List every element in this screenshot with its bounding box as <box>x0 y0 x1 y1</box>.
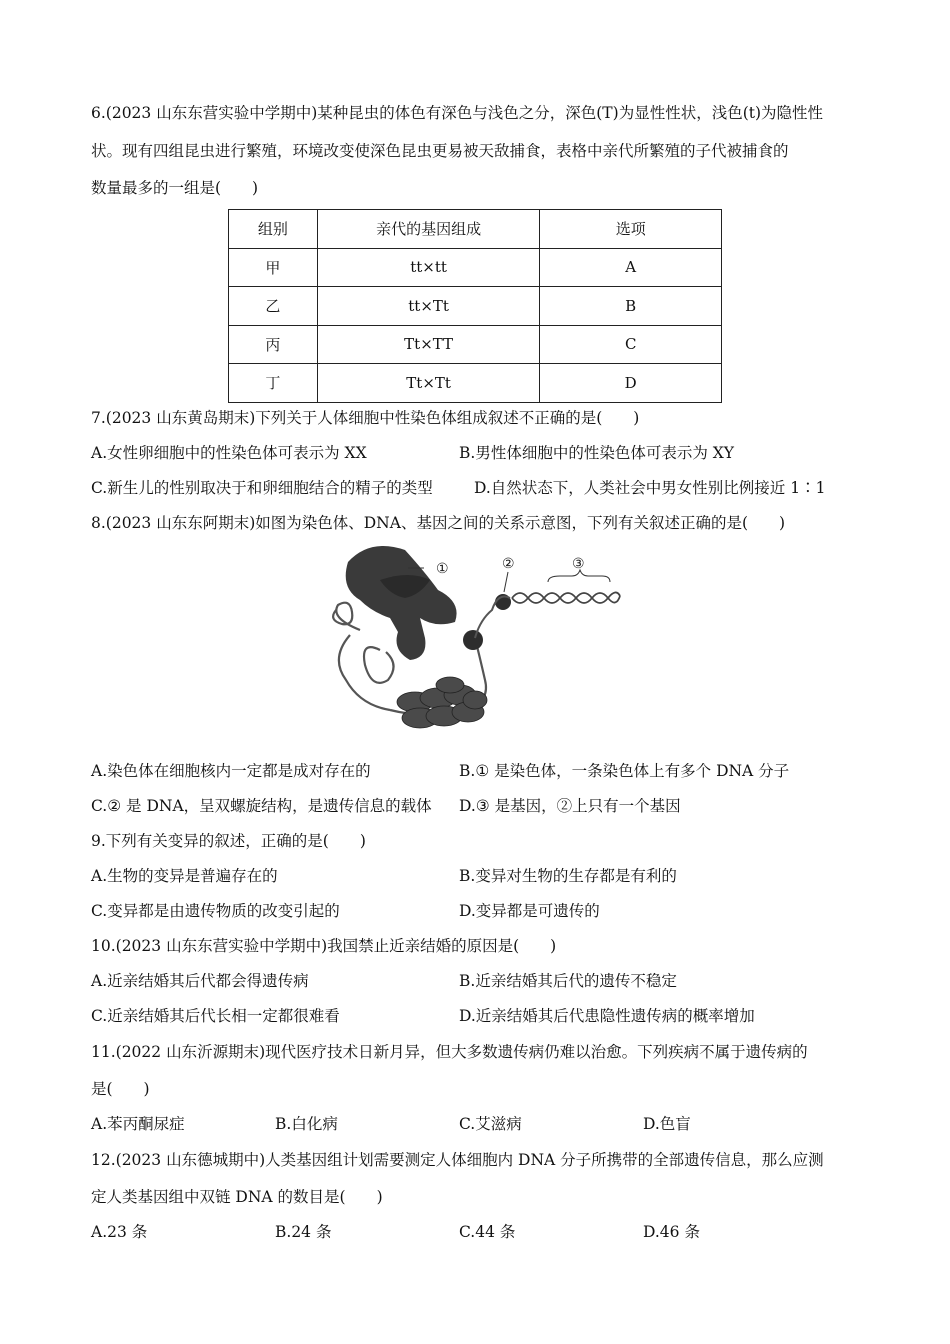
table-header-row <box>229 210 722 249</box>
q12-option-a: A.23 条 <box>91 1223 148 1241</box>
nucleosome <box>463 594 511 650</box>
q10-option-c: C.近亲结婚其后代长相一定都很难看 <box>91 1007 340 1025</box>
table-cell: D <box>540 364 722 403</box>
table-header-cell: 组别 <box>229 210 318 249</box>
table-cell: tt×Tt <box>317 287 540 326</box>
q9-stem: 9.下列有关变异的叙述，正确的是( ) <box>91 832 366 850</box>
histone-bundle <box>397 677 487 728</box>
table-row <box>229 325 722 364</box>
q7-option-b: B.男性体细胞中的性染色体可表示为 XY <box>459 444 735 462</box>
q12-option-b: B.24 条 <box>275 1223 332 1241</box>
q7-stem: 7.(2023 山东黄岛期末)下列关于人体细胞中性染色体组成叙述不正确的是( ) <box>91 409 640 427</box>
figure-label-3: ③ <box>572 556 585 572</box>
q7-option-a: A.女性卵细胞中的性染色体可表示为 XX <box>91 444 367 462</box>
figure-label-1: ① <box>436 561 449 577</box>
q12-stem-line2: 定人类基因组中双链 DNA 的数目是( ) <box>91 1188 383 1206</box>
q12-option-d: D.46 条 <box>643 1223 700 1241</box>
table-cell: B <box>540 287 722 326</box>
q12-option-c: C.44 条 <box>459 1223 516 1241</box>
table-cell: C <box>540 325 722 364</box>
q11-option-b: B.白化病 <box>275 1115 338 1133</box>
table-cell: 丁 <box>229 364 318 403</box>
q11-stem-line1: 11.(2022 山东沂源期末)现代医疗技术日新月异，但大多数遗传病仍难以治愈。下列疾病不属于遗传病的 <box>91 1043 808 1061</box>
q11-option-c: C.艾滋病 <box>459 1115 522 1133</box>
q7-option-c: C.新生儿的性别取决于和卵细胞结合的精子的类型 <box>91 479 433 497</box>
figure-label-2: ② <box>502 556 515 572</box>
q11-stem-line2: 是( ) <box>91 1080 150 1098</box>
table-row <box>229 287 722 326</box>
table-cell: 丙 <box>229 325 318 364</box>
chromosome-dna-gene-figure <box>320 540 650 745</box>
q8-option-c: C.② 是 DNA，呈双螺旋结构，是遗传信息的载体 <box>91 797 432 815</box>
table-header-cell: 亲代的基因组成 <box>317 210 540 249</box>
q6-stem-line2: 状。现有四组昆虫进行繁殖，环境改变使深色昆虫更易被天敌捕食，表格中亲代所繁殖的子代被捕食的 <box>91 142 789 160</box>
q8-stem: 8.(2023 山东东阿期末)如图为染色体、DNA、基因之间的关系示意图，下列有关叙述正确的是( ) <box>91 514 786 532</box>
q10-stem: 10.(2023 山东东营实验中学期中)我国禁止近亲结婚的原因是( ) <box>91 937 557 955</box>
table-cell: tt×tt <box>317 248 540 287</box>
q9-option-c: C.变异都是由遗传物质的改变引起的 <box>91 902 340 920</box>
q9-option-d: D.变异都是可遗传的 <box>459 902 600 920</box>
q8-option-a: A.染色体在细胞核内一定都是成对存在的 <box>91 762 371 780</box>
table-cell: Tt×Tt <box>317 364 540 403</box>
q12-stem-line1: 12.(2023 山东德城期中)人类基因组计划需要测定人体细胞内 DNA 分子所携带的全部遗传信息，那么应测 <box>91 1151 824 1169</box>
q10-option-a: A.近亲结婚其后代都会得遗传病 <box>91 972 309 990</box>
dna-double-helix <box>512 592 620 603</box>
q6-stem-line1: 6.(2023 山东东营实验中学期中)某种昆虫的体色有深色与浅色之分，深色(T)为显性性状，浅色(t)为隐性性 <box>91 104 824 122</box>
q8-option-b: B.① 是染色体，一条染色体上有多个 DNA 分子 <box>459 762 790 780</box>
table-row <box>229 364 722 403</box>
q11-option-d: D.色盲 <box>643 1115 691 1133</box>
table-cell: 乙 <box>229 287 318 326</box>
q11-option-a: A.苯丙酮尿症 <box>91 1115 185 1133</box>
label-leader-2 <box>504 572 508 592</box>
q6-stem-line3: 数量最多的一组是( ) <box>91 179 259 197</box>
table-cell: Tt×TT <box>317 325 540 364</box>
table-row <box>229 248 722 287</box>
q9-option-b: B.变异对生物的生存都是有利的 <box>459 867 677 885</box>
q10-option-d: D.近亲结婚其后代患隐性遗传病的概率增加 <box>459 1007 755 1025</box>
table-header-cell: 选项 <box>540 210 722 249</box>
table-cell: A <box>540 248 722 287</box>
table-cell: 甲 <box>229 248 318 287</box>
genotype-table <box>228 209 722 403</box>
q10-option-b: B.近亲结婚其后代的遗传不稳定 <box>459 972 677 990</box>
q7-option-d: D.自然状态下，人类社会中男女性别比例接近 1∶1 <box>474 479 826 497</box>
q8-option-d: D.③ 是基因，②上只有一个基因 <box>459 797 681 815</box>
q9-option-a: A.生物的变异是普遍存在的 <box>91 867 278 885</box>
